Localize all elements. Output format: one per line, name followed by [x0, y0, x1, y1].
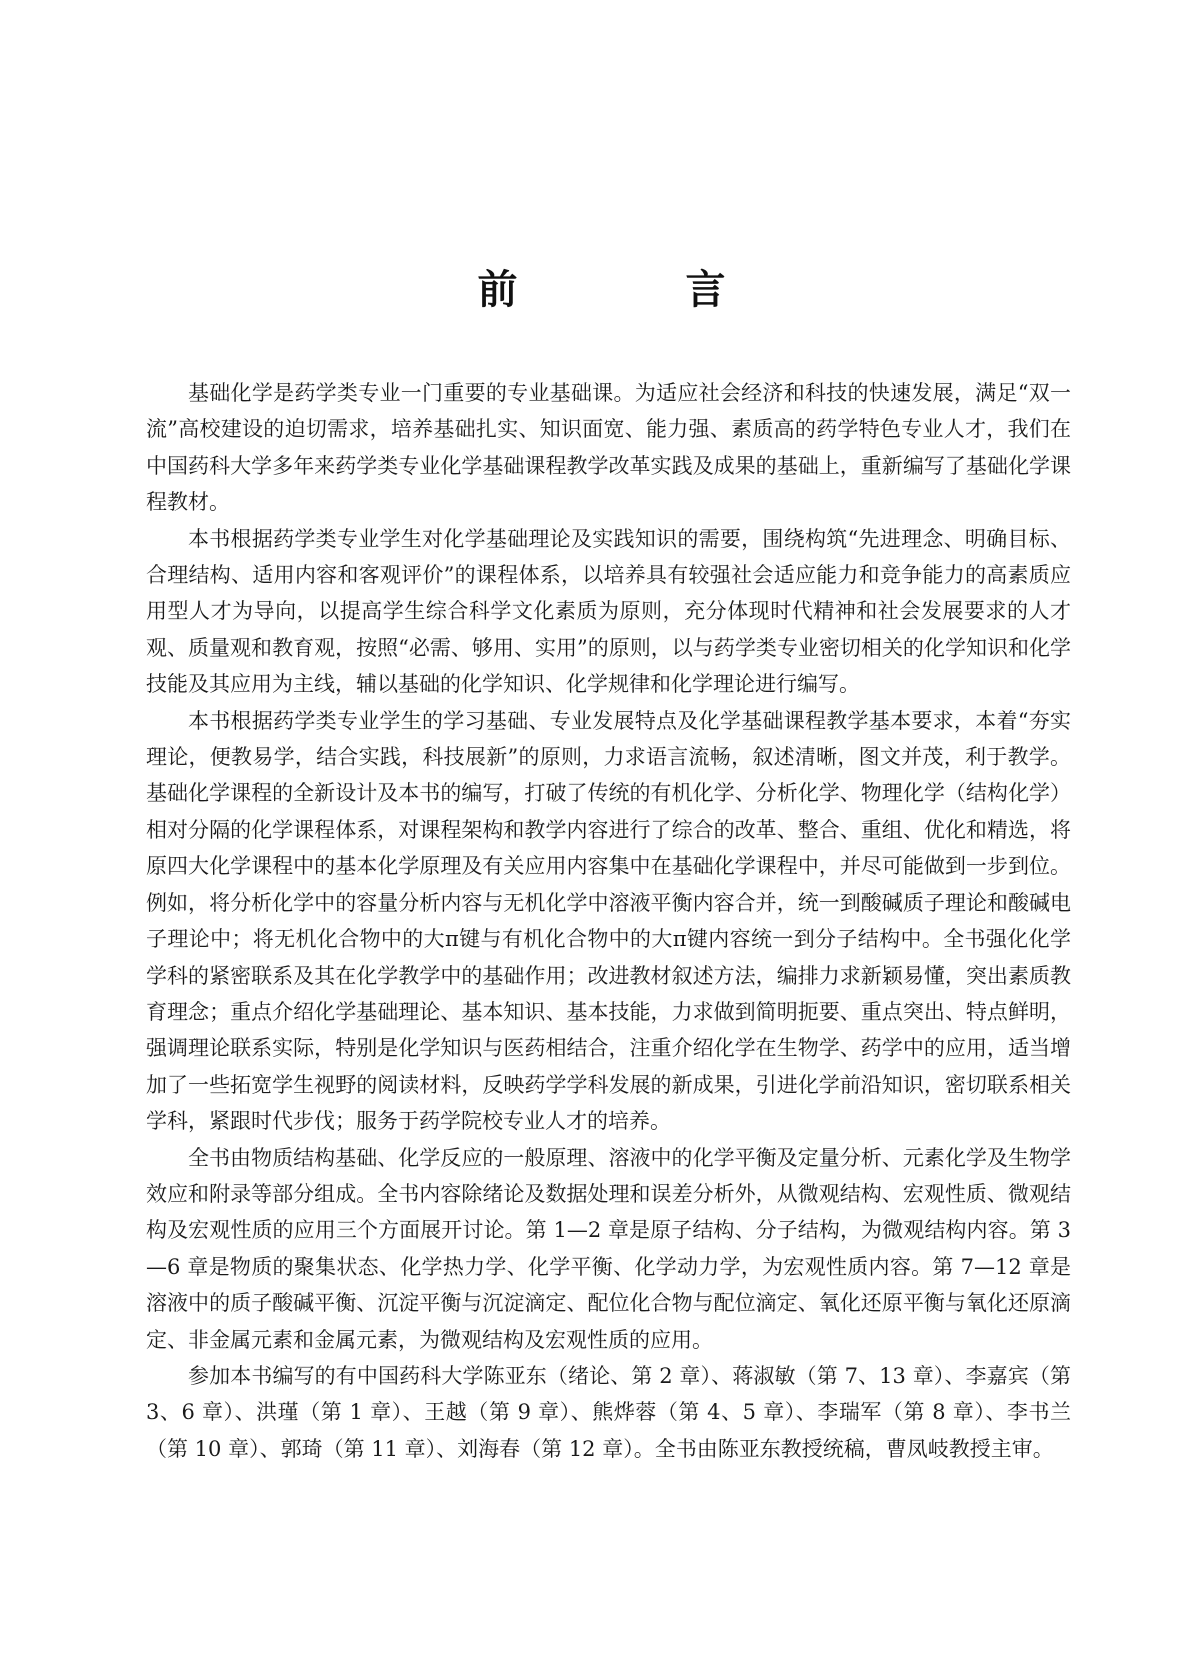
paragraph: 本书根据药学类专业学生对化学基础理论及实践知识的需要，围绕构筑“先进理念、明确目标、合理结构、适用内容和客观评价”的课程体系，以培养具有较强社会适应能力和竞争能力的高素质应用型人才为导向，以提高学生综合科学文化素质为原则，充分体现时代精神和社会发展要求的人才观、质量观和教育观，按照“必需、够用、实用”的原则，以与药学类专业密切相关的化学知识和化学技能及其应用为主线，辅以基础的化学知识、化学规律和化学理论进行编写。: [146, 526, 1071, 697]
paragraph: 全书由物质结构基础、化学反应的一般原理、溶液中的化学平衡及定量分析、元素化学及生物学效应和附录等部分组成。全书内容除绪论及数据处理和误差分析外，从微观结构、宏观性质、微观结构及宏观性质的应用三个方面展开讨论。第 1—2 章是原子结构、分子结构，为微观结构内容。第 3—6 章是物质的聚集状态、化学热力学、化学平衡、化学动力学，为宏观性质内容。第 7—12 章是溶液中的质子酸碱平衡、沉淀平衡与沉淀滴定、配位化合物与配位滴定、氧化还原平衡与氧化还原滴定、非金属元素和金属元素，为微观结构及宏观性质的应用。: [146, 1145, 1071, 1352]
paragraph: 基础化学是药学类专业一门重要的专业基础课。为适应社会经济和科技的快速发展，满足“双一流”高校建设的迫切需求，培养基础扎实、知识面宽、能力强、素质高的药学特色专业人才，我们在中国药科大学多年来药学类专业化学基础课程教学改革实践及成果的基础上，重新编写了基础化学课程教材。: [146, 381, 1071, 515]
preface-body: [146, 375, 1071, 1467]
paragraph: 本书根据药学类专业学生的学习基础、专业发展特点及化学基础课程教学基本要求，本着“夯实理论，便教易学，结合实践，科技展新”的原则，力求语言流畅，叙述清晰，图文并茂，利于教学。基础化学课程的全新设计及本书的编写，打破了传统的有机化学、分析化学、物理化学（结构化学）相对分隔的化学课程体系，对课程架构和教学内容进行了综合的改革、整合、重组、优化和精选，将原四大化学课程中的基本化学原理及有关应用内容集中在基础化学课程中，并尽可能做到一步到位。例如，将分析化学中的容量分析内容与无机化学中溶液平衡内容合并，统一到酸碱质子理论和酸碱电子理论中；将无机化合物中的大π键与有机化合物中的大π键内容统一到分子结构中。全书强化化学学科的紧密联系及其在化学教学中的基础作用；改进教材叙述方法，编排力求新颖易懂，突出素质教育理念；重点介绍化学基础理论、基本知识、基本技能，力求做到简明扼要、重点突出、特点鲜明，强调理论联系实际，特别是化学知识与医药相结合，注重介绍化学在生物学、药学中的应用，适当增加了一些拓宽学生视野的阅读材料，反映药学学科发展的新成果，引进化学前沿知识，密切联系相关学科，紧跟时代步伐；服务于药学院校专业人才的培养。: [146, 708, 1071, 1134]
page-title: 前 言: [477, 266, 790, 313]
paragraph: 参加本书编写的有中国药科大学陈亚东（绪论、第 2 章）、蒋淑敏（第 7、13 章）、李嘉宾（第 3、6 章）、洪瑾（第 1 章）、王越（第 9 章）、熊烨蓉（第 4、5 章）、李瑞军（第 8 章）、李书兰（第 10 章）、郭琦（第 11 章）、刘海春（第 12 章）。全书由陈亚东教授统稿，曹凤岐教授主审。: [146, 1363, 1071, 1461]
